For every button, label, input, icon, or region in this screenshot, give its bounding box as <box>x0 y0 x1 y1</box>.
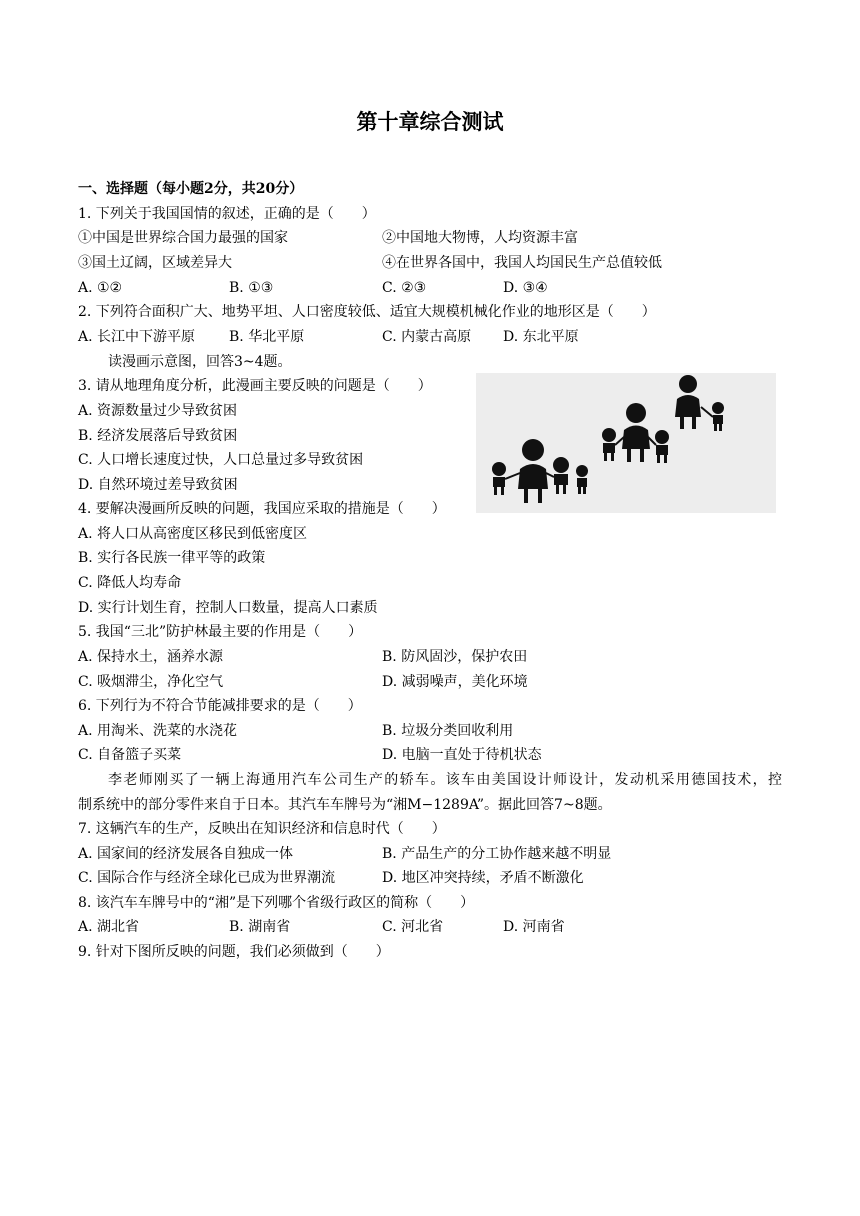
q8-option-c: C. 河北省 <box>382 919 444 935</box>
q5-option-a: A. 保持水土，涵养水源 <box>78 649 224 665</box>
q7-stem: 7. 这辆汽车的生产，反映出在知识经济和信息时代（ ） <box>78 821 446 837</box>
q3-option-a: A. 资源数量过少导致贫困 <box>78 403 238 419</box>
passage-line-2: 制系统中的部分零件来自于日本。其汽车车牌号为“湘M−1289A”。据此回答7~8题。 <box>78 797 612 813</box>
q1-option-b: B. ①③ <box>229 280 274 296</box>
q6-option-d: D. 电脑一直处于待机状态 <box>382 747 542 763</box>
q5-option-b: B. 防风固沙，保护农田 <box>382 649 528 665</box>
cartoon-illustration <box>476 373 776 513</box>
q4-option-b: B. 实行各民族一律平等的政策 <box>78 550 266 566</box>
q4-option-d: D. 实行计划生育，控制人口数量，提高人口素质 <box>78 600 378 616</box>
page-title: 第十章综合测试 <box>356 110 504 134</box>
q4-option-a: A. 将人口从高密度区移民到低密度区 <box>78 526 308 542</box>
q4-option-c: C. 降低人均寿命 <box>78 575 182 591</box>
q9-stem: 9. 针对下图所反映的问题，我们必须做到（ ） <box>78 944 390 960</box>
q6-option-a: A. 用淘米、洗菜的水浇花 <box>78 723 238 739</box>
q3-option-c: C. 人口增长速度过快，人口总量过多导致贫困 <box>78 452 364 468</box>
q7-option-d: D. 地区冲突持续，矛盾不断激化 <box>382 870 584 886</box>
q1-statement-1: ①中国是世界综合国力最强的国家 <box>78 230 288 246</box>
q8-option-d: D. 河南省 <box>503 919 565 935</box>
q5-option-d: D. 减弱噪声，美化环境 <box>382 674 528 690</box>
q7-option-c: C. 国际合作与经济全球化已成为世界潮流 <box>78 870 336 886</box>
q1-option-d: D. ③④ <box>503 280 548 296</box>
q3-option-d: D. 自然环境过差导致贫困 <box>78 477 238 493</box>
q6-stem: 6. 下列行为不符合节能减排要求的是（ ） <box>78 698 362 714</box>
q6-option-c: C. 自备篮子买菜 <box>78 747 182 763</box>
q1-statement-2: ②中国地大物博，人均资源丰富 <box>382 230 578 246</box>
q6-option-b: B. 垃圾分类回收利用 <box>382 723 514 739</box>
passage-line-1: 李老师刚买了一辆上海通用汽车公司生产的轿车。该车由美国设计师设计，发动机采用德国技术，控 <box>108 772 782 788</box>
q4-stem: 4. 要解决漫画所反映的问题，我国应采取的措施是（ ） <box>78 501 446 517</box>
section-heading: 一、选择题（每小题2分，共20分） <box>78 181 304 197</box>
q7-option-b: B. 产品生产的分工协作越来越不明显 <box>382 846 612 862</box>
q2-option-a: A. 长江中下游平原 <box>78 329 196 345</box>
q1-option-a: A. ①② <box>78 280 123 296</box>
q2-option-c: C. 内蒙古高原 <box>382 329 472 345</box>
q8-option-a: A. 湖北省 <box>78 919 140 935</box>
q5-option-c: C. 吸烟滞尘，净化空气 <box>78 674 224 690</box>
q1-stem: 1. 下列关于我国国情的叙述，正确的是（ ） <box>78 206 376 222</box>
q1-option-c: C. ②③ <box>382 280 427 296</box>
q3-option-b: B. 经济发展落后导致贫困 <box>78 428 238 444</box>
q2-option-d: D. 东北平原 <box>503 329 579 345</box>
q3-stem: 3. 请从地理角度分析，此漫画主要反映的问题是（ ） <box>78 378 432 394</box>
q7-option-a: A. 国家间的经济发展各自独成一体 <box>78 846 294 862</box>
q1-statement-4: ④在世界各国中，我国人均国民生产总值较低 <box>382 255 662 271</box>
cartoon-intro: 读漫画示意图，回答3~4题。 <box>108 354 292 370</box>
q8-option-b: B. 湖南省 <box>229 919 291 935</box>
q2-option-b: B. 华北平原 <box>229 329 305 345</box>
q2-stem: 2. 下列符合面积广大、地势平坦、人口密度较低、适宜大规模机械化作业的地形区是（ ） <box>78 304 656 320</box>
q5-stem: 5. 我国“三北”防护林最主要的作用是（ ） <box>78 624 363 640</box>
q1-statement-3: ③国土辽阔，区域差异大 <box>78 255 232 271</box>
q8-stem: 8. 该汽车车牌号中的“湘”是下列哪个省级行政区的简称（ ） <box>78 895 475 911</box>
